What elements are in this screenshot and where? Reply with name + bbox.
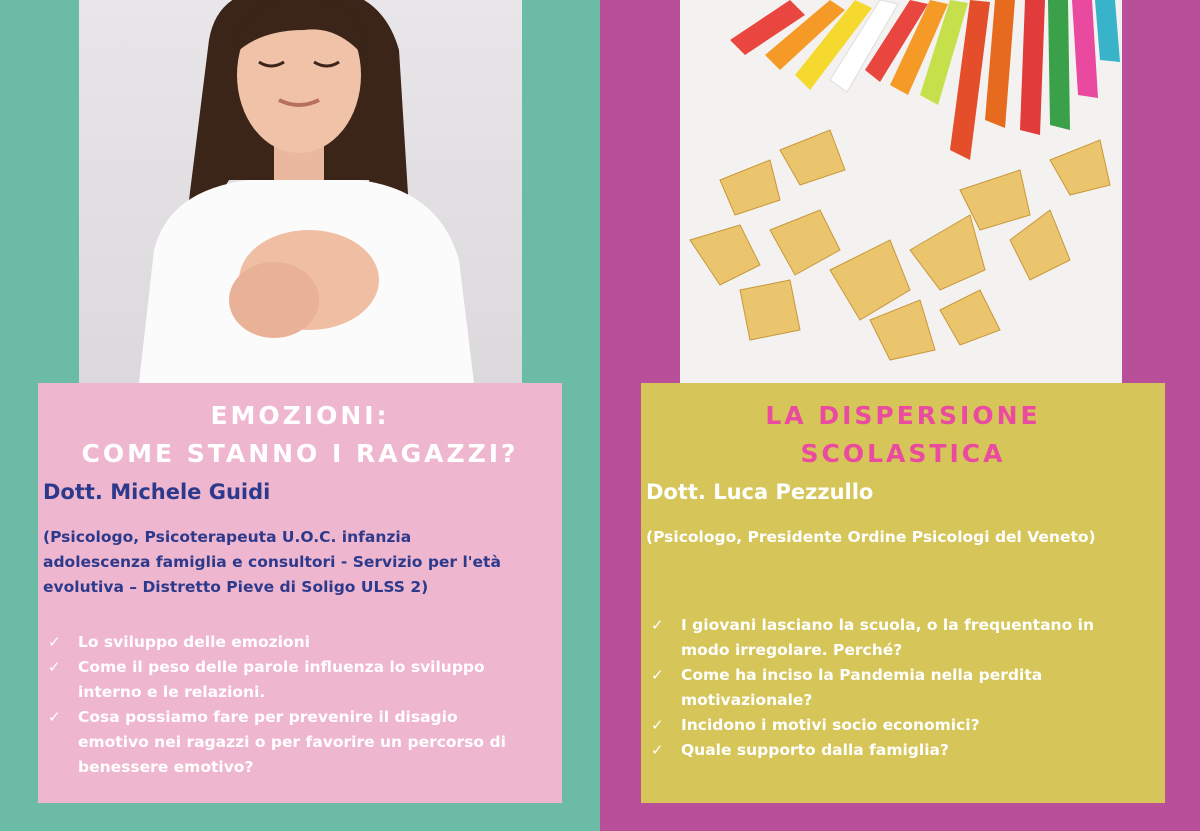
- speaker-name: Dott. Luca Pezzullo: [646, 480, 874, 504]
- emotions-title-line2: COME STANNO I RAGAZZI?: [81, 439, 519, 468]
- list-item: [646, 713, 1165, 738]
- list-item-text: Incidono i motivi socio economici?: [681, 716, 980, 734]
- role-line: (Psicologo, Presidente Ordine Psicologi del Veneto): [646, 528, 1096, 546]
- speaker-name: Dott. Michele Guidi: [43, 480, 271, 504]
- list-item-text: Lo sviluppo delle emozioni: [78, 633, 310, 651]
- emotions-title: [38, 383, 562, 473]
- check-icon: ✓: [651, 741, 664, 759]
- list-item-text: Come il peso delle parole influenza lo sviluppo: [78, 658, 485, 676]
- role-line: adolescenza famiglia e consultori - Servizio per l'età: [43, 553, 501, 571]
- emotions-card: [38, 383, 562, 803]
- speaker-role: [43, 525, 562, 600]
- role-line: evolutiva – Distretto Pieve di Soligo ULSS 2): [43, 578, 429, 596]
- dropout-title-line1: LA DISPERSIONE: [765, 401, 1041, 430]
- list-item: [43, 655, 562, 705]
- list-item-text: modo irregolare. Perché?: [681, 641, 903, 659]
- list-item: [646, 613, 1165, 663]
- list-item-text: interno e le relazioni.: [78, 683, 266, 701]
- dropout-card: [641, 383, 1165, 803]
- list-item-text: Quale supporto dalla famiglia?: [681, 741, 949, 759]
- dropout-title: [641, 383, 1165, 473]
- girl-photo: [79, 0, 522, 383]
- list-item-text: motivazionale?: [681, 691, 813, 709]
- list-item: [646, 738, 1165, 763]
- topics-list: [641, 613, 1165, 763]
- role-line: (Psicologo, Psicoterapeuta U.O.C. infanzia: [43, 528, 412, 546]
- list-item-text: emotivo nei ragazzi o per favorire un percorso di: [78, 733, 506, 751]
- check-icon: ✓: [48, 708, 61, 726]
- list-item: [43, 630, 562, 655]
- list-item-text: Come ha inciso la Pandemia nella perdita: [681, 666, 1043, 684]
- check-icon: ✓: [651, 666, 664, 684]
- emotions-title-line1: EMOZIONI:: [210, 401, 390, 430]
- dropout-title-line2: SCOLASTICA: [800, 439, 1006, 468]
- list-item-text: benessere emotivo?: [78, 758, 254, 776]
- list-item-text: Cosa possiamo fare per prevenire il disagio: [78, 708, 458, 726]
- pencils-photo: [680, 0, 1122, 383]
- speaker-role: [646, 525, 1165, 550]
- list-item-text: I giovani lasciano la scuola, o la frequentano in: [681, 616, 1094, 634]
- topics-list: [38, 630, 562, 780]
- check-icon: ✓: [651, 716, 664, 734]
- list-item: [646, 663, 1165, 713]
- check-icon: ✓: [48, 658, 61, 676]
- list-item: [43, 705, 562, 780]
- check-icon: ✓: [651, 616, 664, 634]
- check-icon: ✓: [48, 633, 61, 651]
